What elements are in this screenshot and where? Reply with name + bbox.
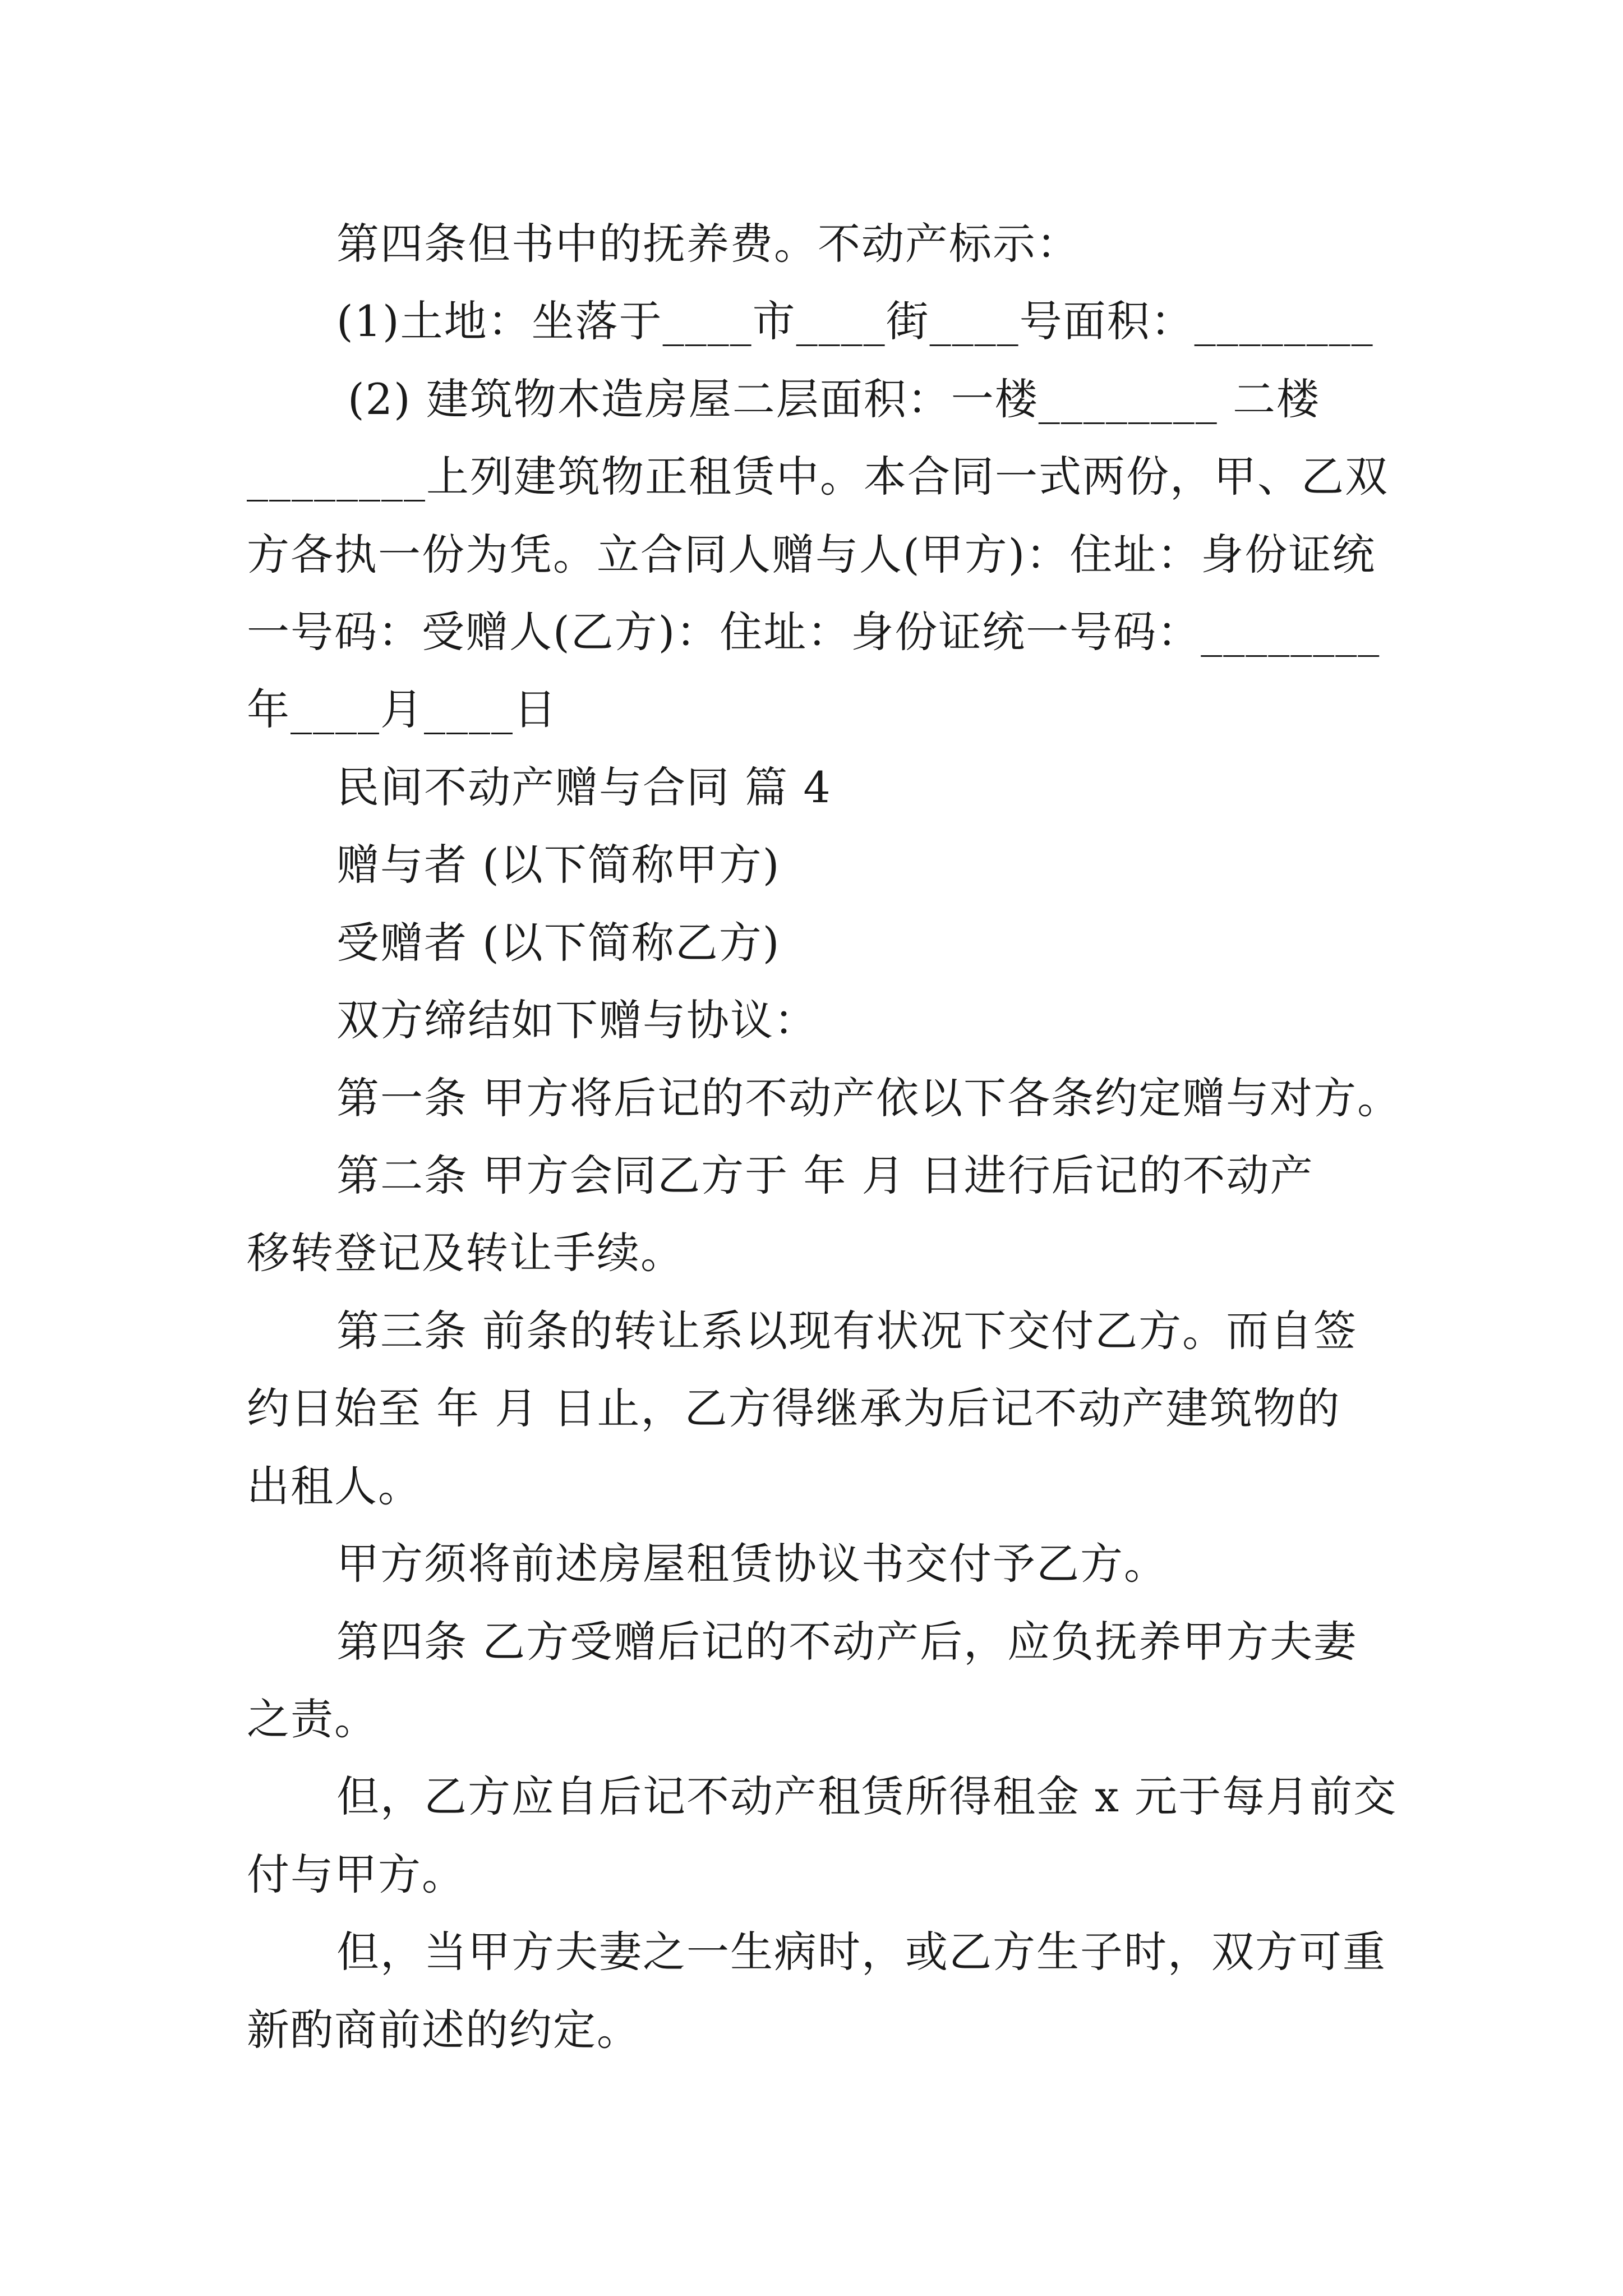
text-line: 第四条 乙方受赠后记的不动产后，应负抚养甲方夫妻 [336, 1617, 1358, 1667]
text-line: (1)土地：坐落于____市____街____号面积：________ [336, 296, 1374, 346]
text-line: 移转登记及转让手续。 [247, 1228, 684, 1278]
text-line: (2) 建筑物木造房屋二层面积：一楼________ 二楼 [348, 374, 1320, 424]
section-heading: 民间不动产赠与合同 篇 4 [336, 762, 832, 812]
text-line: 年____月____日 [247, 684, 557, 734]
text-line: 第一条 甲方将后记的不动产依以下各条约定赠与对方。 [336, 1073, 1401, 1123]
text-line: 甲方须将前述房屋租赁协议书交付予乙方。 [336, 1539, 1168, 1589]
text-line: 之责。 [247, 1694, 378, 1744]
text-line: 方各执一份为凭。立合同人赠与人(甲方)：住址：身份证统 [247, 530, 1376, 579]
text-line: 约日始至 年 月 日止，乙方得继承为后记不动产建筑物的 [247, 1383, 1341, 1433]
text-line: 第二条 甲方会同乙方于 年 月 日进行后记的不动产 [336, 1151, 1314, 1200]
text-line: 第四条但书中的抚养费。不动产标示： [336, 219, 1080, 269]
text-line: 一号码：受赠人(乙方)：住址：身份证统一号码：________ [247, 607, 1381, 657]
text-line: 赠与者 (以下简称甲方) [336, 840, 781, 890]
text-line: 付与甲方。 [247, 1849, 465, 1899]
text-line: ________上列建筑物正租赁中。本合同一式两份，甲、乙双 [247, 452, 1389, 501]
text-line: 受赠者 (以下简称乙方) [336, 918, 781, 968]
text-line: 出租人。 [247, 1461, 422, 1511]
text-line: 但，乙方应自后记不动产租赁所得租金 x 元于每月前交 [336, 1772, 1398, 1821]
text-line: 第三条 前条的转让系以现有状况下交付乙方。而自签 [336, 1306, 1358, 1356]
text-line: 但，当甲方夫妻之一生病时，或乙方生子时，双方可重 [336, 1927, 1386, 1977]
text-line: 双方缔结如下赠与协议： [336, 995, 818, 1045]
text-line: 新酌商前述的约定。 [247, 2005, 640, 2055]
